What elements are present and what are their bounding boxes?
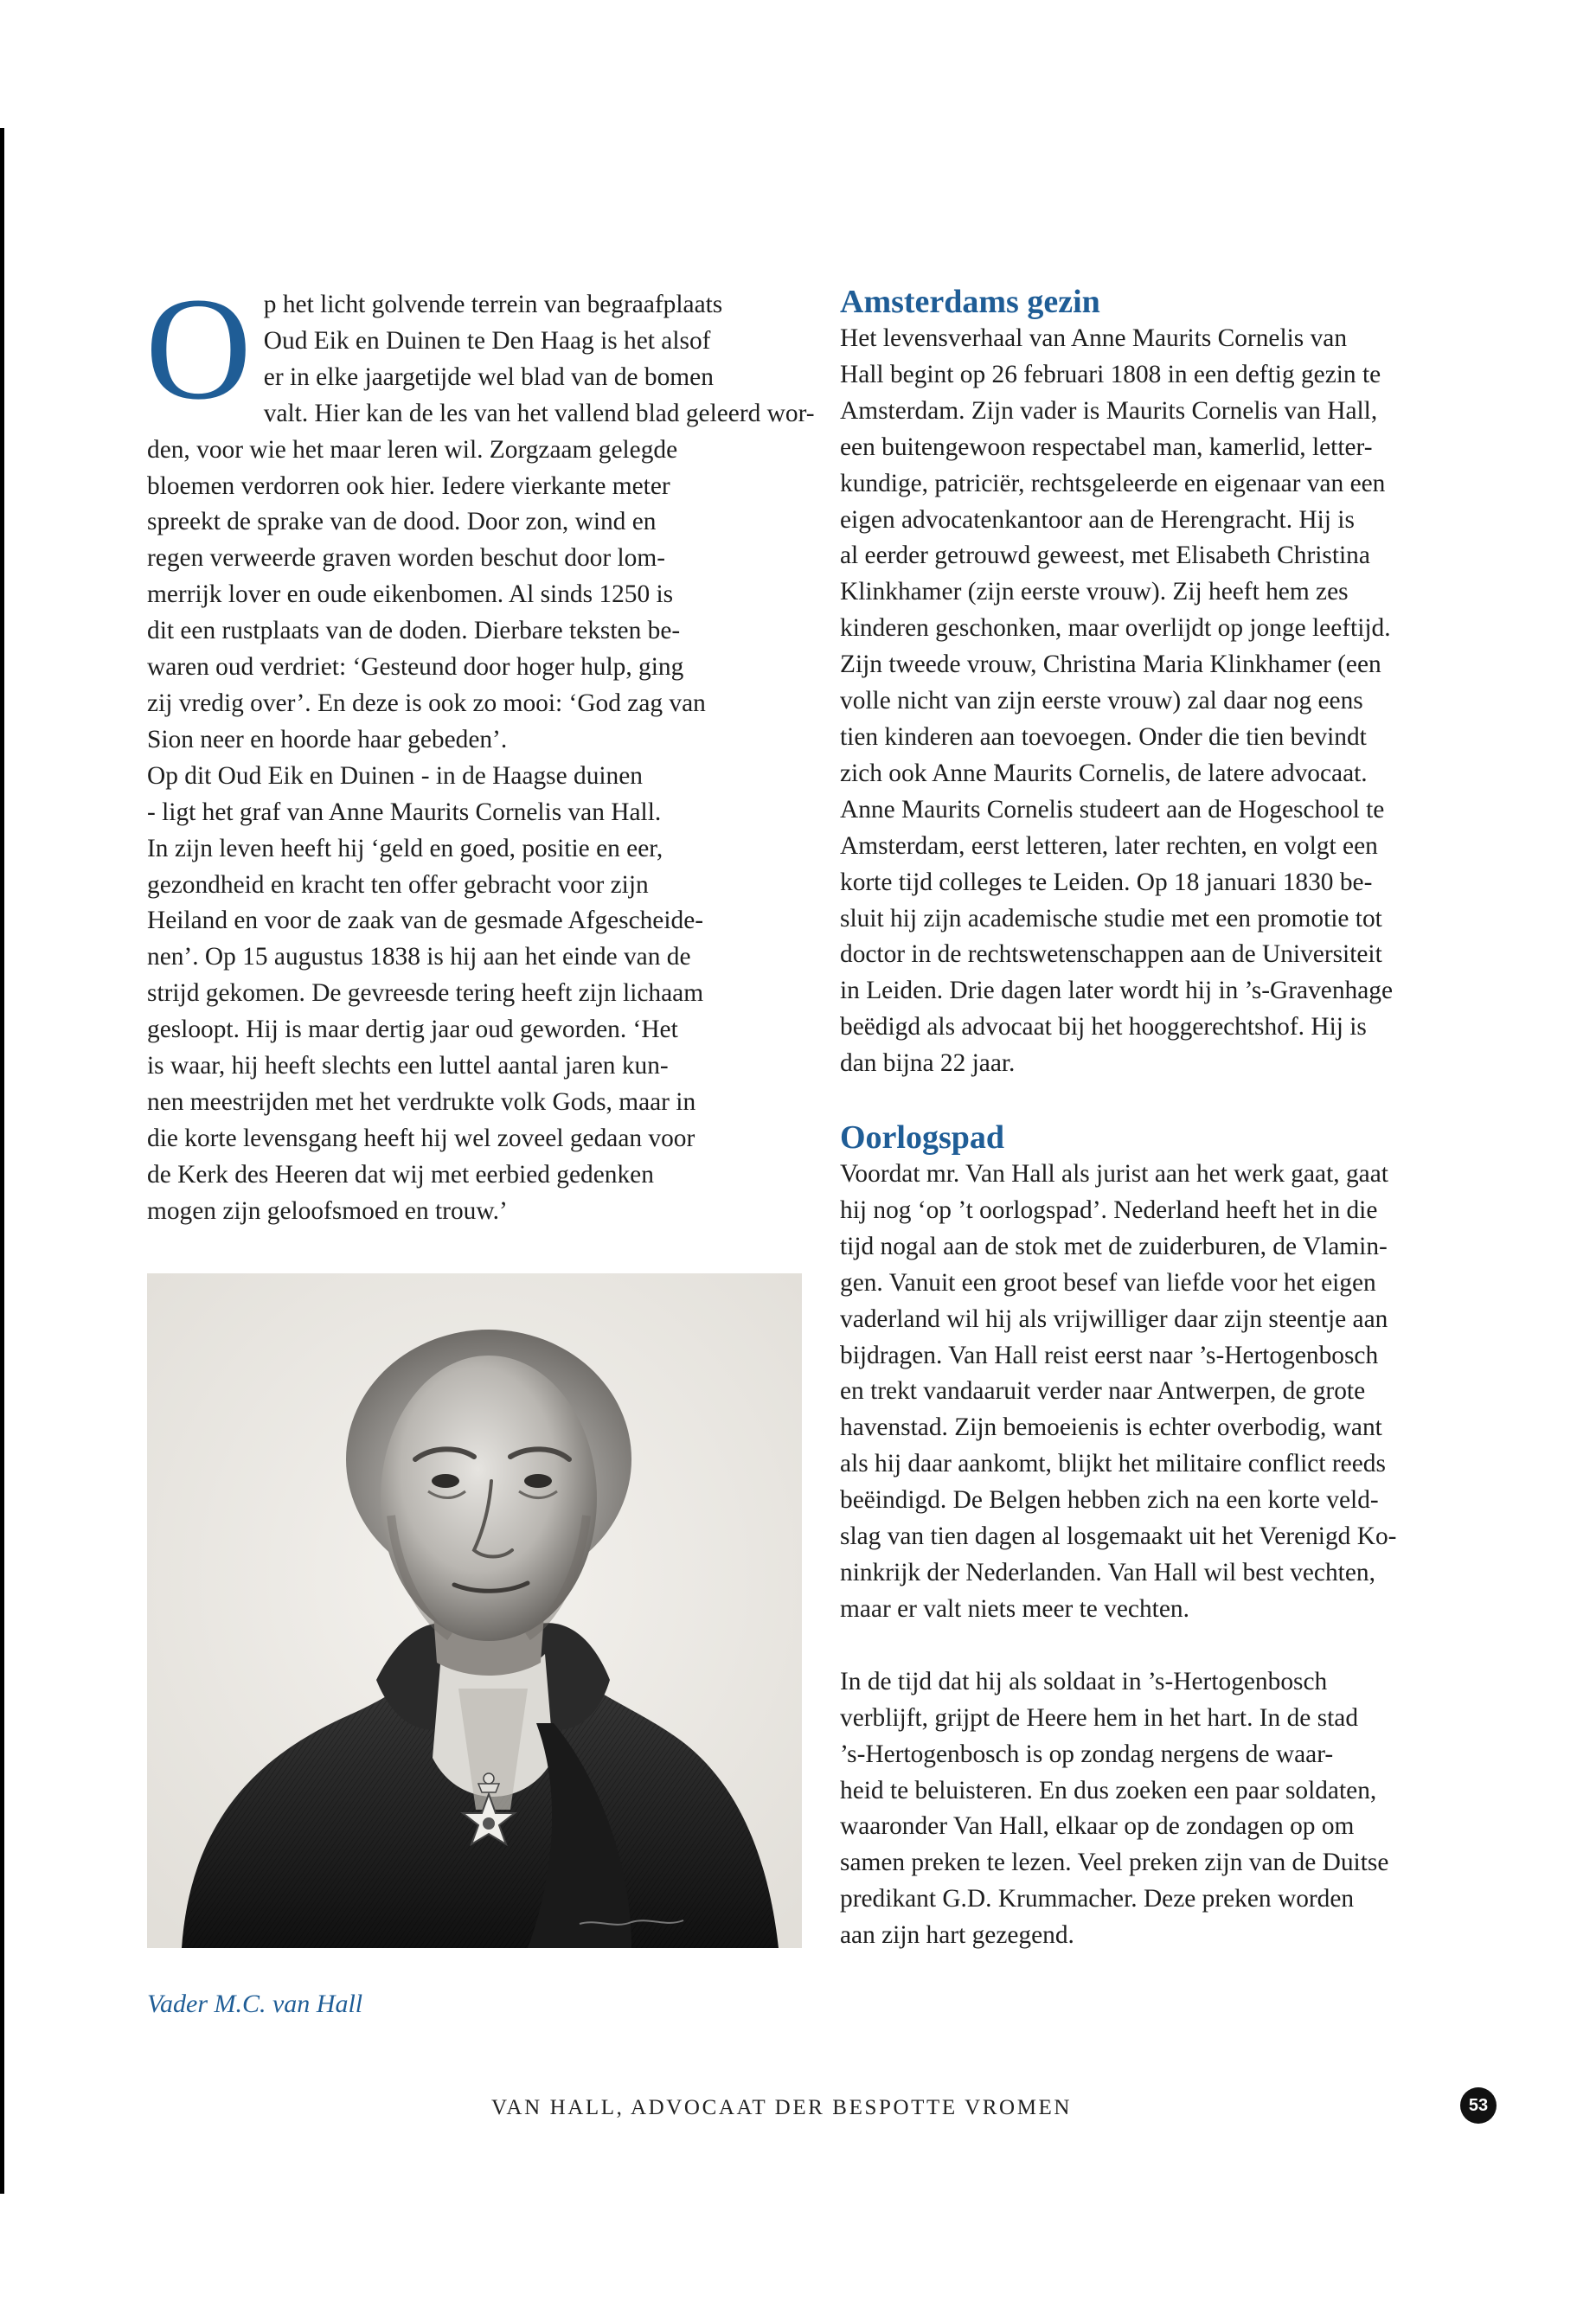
text-line: bijdragen. Van Hall reist eerst naar ’s-Hertogenbosch [840,1341,1379,1369]
text-line: aan zijn hart gezegend. [840,1921,1074,1950]
text-line: beëindigd. De Belgen hebben zich na een korte veld- [840,1486,1379,1515]
text-line: p het licht golvende terrein van begraafplaats [263,291,723,318]
right-column [840,283,1496,1954]
text-line: hij nog ‘op ’t oorlogspad’. Nederland heeft het in die [840,1195,1378,1224]
text-line: is waar, hij heeft slechts een luttel aantal jaren kun- [147,1052,669,1080]
text-line: waaronder Van Hall, elkaar op de zondagen op om [840,1812,1355,1841]
text-line: den, voor wie het maar leren wil. Zorgzaam gelegde [147,435,678,464]
text-line: kinderen geschonken, maar overlijdt op jonge leeftijd. [840,614,1391,643]
text-line: Op dit Oud Eik en Duinen - in de Haagse duinen [147,761,643,790]
text-line: gen. Vanuit een groot besef van liefde voor het eigen [840,1268,1376,1297]
text-line: en trekt vandaaruit verder naar Antwerpen, de grote [840,1377,1366,1406]
text-line: ’s-Hertogenbosch is op zondag nergens de waar- [840,1740,1334,1768]
text-line: nen meestrijden met het verdrukte volk Gods, maar in [147,1087,696,1116]
text-line: tien kinderen aan toevoegen. Onder die tien bevindt [840,722,1367,751]
grave-paragraph [147,759,803,1230]
text-line: nen’. Op 15 augustus 1838 is hij aan het einde van de [147,943,691,971]
text-line: volle nicht van zijn eerste vrouw) zal daar nog eens [840,687,1363,715]
conversion-paragraph [840,1664,1496,1954]
text-line: gezondheid en kracht ten offer gebracht voor zijn [147,870,649,899]
text-line: Hall begint op 26 februari 1808 in een deftig gezin te [840,360,1381,388]
family-paragraph [840,321,1496,1082]
war-paragraph [840,1157,1496,1628]
text-line: vaderland wil hij als vrijwilliger daar zijn steentje aan [840,1304,1388,1333]
text-line: zij vredig over’. En deze is ook zo mooi: ‘God zag van [147,689,706,717]
text-line: Sion neer en hoorde haar gebeden’. [147,725,508,753]
text-line: valt. Hier kan de les van het vallend blad geleerd wor- [263,399,815,427]
left-column [145,267,815,1230]
binding-edge-line [0,128,4,2194]
text-line: al eerder getrouwd geweest, met Elisabeth Christina [840,542,1370,570]
text-line: samen preken te lezen. Veel preken zijn van de Duitse [840,1849,1389,1877]
text-line: in Leiden. Drie dagen later wordt hij in ’s-Gravenhage [840,977,1394,1005]
text-line: er in elke jaargetijde wel blad van de bomen [263,362,714,391]
text-line: sluit hij zijn academische studie met een promotie tot [840,904,1382,933]
text-line: heid te beluisteren. En dus zoeken een paar soldaten, [840,1776,1377,1804]
text-line: korte tijd colleges te Leiden. Op 18 januari 1830 be- [840,868,1373,896]
text-line: Amsterdam. Zijn vader is Maurits Cornelis van Hall, [840,396,1378,425]
running-footer-title: VAN HALL, ADVOCAAT DER BESPOTTE VROMEN [491,2096,1073,2119]
text-line: een buitengewoon respectabel man, kamerlid, letter- [840,433,1373,461]
text-line: predikant G.D. Krummacher. Deze preken worden [840,1885,1355,1913]
text-line: Anne Maurits Cornelis studeert aan de Hogeschool te [840,795,1385,824]
text-line: ninkrijk der Nederlanden. Van Hall wil best vechten, [840,1559,1375,1586]
text-line: de Kerk des Heeren dat wij met eerbied gedenken [147,1160,654,1189]
text-line: In zijn leven heeft hij ‘geld en goed, positie en eer, [147,834,663,862]
text-line: regen verweerde graven worden beschut door lom- [147,544,665,573]
spacer [840,1082,1496,1118]
page-number-badge: 53 [1460,2087,1497,2124]
text-line: In de tijd dat hij als soldaat in ’s-Hertogenbosch [840,1667,1328,1695]
intro-paragraph [145,267,815,759]
text-line: waren oud verdriet: ‘Gesteund door hoger hulp, ging [147,653,684,682]
text-line: dan bijna 22 jaar. [840,1049,1016,1078]
spacer [840,1628,1496,1664]
figure-caption: Vader M.C. van Hall [147,1990,363,2018]
text-line: gesloopt. Hij is maar dertig jaar oud geworden. ‘Het [147,1016,678,1044]
text-line: eigen advocatenkantoor aan de Herengracht. Hij is [840,505,1355,534]
text-line: Amsterdam, eerst letteren, later rechten, en volgt een [840,831,1378,860]
text-line: doctor in de rechtswetenschappen aan de Universiteit [840,940,1382,969]
text-line: strijd gekomen. De gevreesde tering heeft zijn lichaam [147,979,704,1008]
text-line: merrijk lover en oude eikenbomen. Al sinds 1250 is [147,580,674,609]
text-line: zich ook Anne Maurits Cornelis, de latere advocaat. [840,759,1368,787]
text-line: Het levensverhaal van Anne Maurits Cornelis van [840,324,1348,352]
text-line: dit een rustplaats van de doden. Dierbare teksten be- [147,617,681,645]
text-line: Zijn tweede vrouw, Christina Maria Klinkhamer (een [840,651,1381,679]
portrait-engraving [147,1273,802,1948]
text-line: spreekt de sprake van de dood. Door zon, wind en [147,508,657,536]
text-line: slag van tien dagen al losgemaakt uit het Verenigd Ko- [840,1522,1397,1551]
text-line: havenstad. Zijn bemoeienis is echter overbodig, want [840,1413,1382,1442]
text-line: Voordat mr. Van Hall als jurist aan het werk gaat, gaat [840,1160,1388,1189]
drop-cap: O [145,267,252,430]
text-line: tijd nogal aan de stok met de zuiderburen, de Vlamin- [840,1232,1388,1260]
text-line: verblijft, grijpt de Heere hem in het hart. In de stad [840,1703,1359,1732]
text-line: bloemen verdorren ook hier. Iedere vierkante meter [147,471,670,500]
text-line: kundige, patriciër, rechtsgeleerde en eigenaar van een [840,469,1386,497]
text-line: - ligt het graf van Anne Maurits Cornelis van Hall. [147,798,662,826]
text-line: Heiland en voor de zaak van de gesmade Afgescheide- [147,907,704,935]
text-line: Klinkhamer (zijn eerste vrouw). Zij heeft hem zes [840,578,1349,606]
section-heading-oorlogspad: Oorlogspad [840,1119,1005,1157]
text-line: maar er valt niets meer te vechten. [840,1594,1189,1623]
text-line: die korte levensgang heeft hij wel zoveel gedaan voor [147,1124,695,1152]
text-line: beëdigd als advocaat bij het hooggerechtshof. Hij is [840,1013,1367,1042]
text-line: Oud Eik en Duinen te Den Haag is het alsof [263,326,711,355]
section-heading-amsterdams-gezin: Amsterdams gezin [840,284,1100,320]
text-line: als hij daar aankomt, blijkt het militaire conflict reeds [840,1450,1386,1478]
text-line: mogen zijn geloofsmoed en trouw.’ [147,1196,508,1225]
